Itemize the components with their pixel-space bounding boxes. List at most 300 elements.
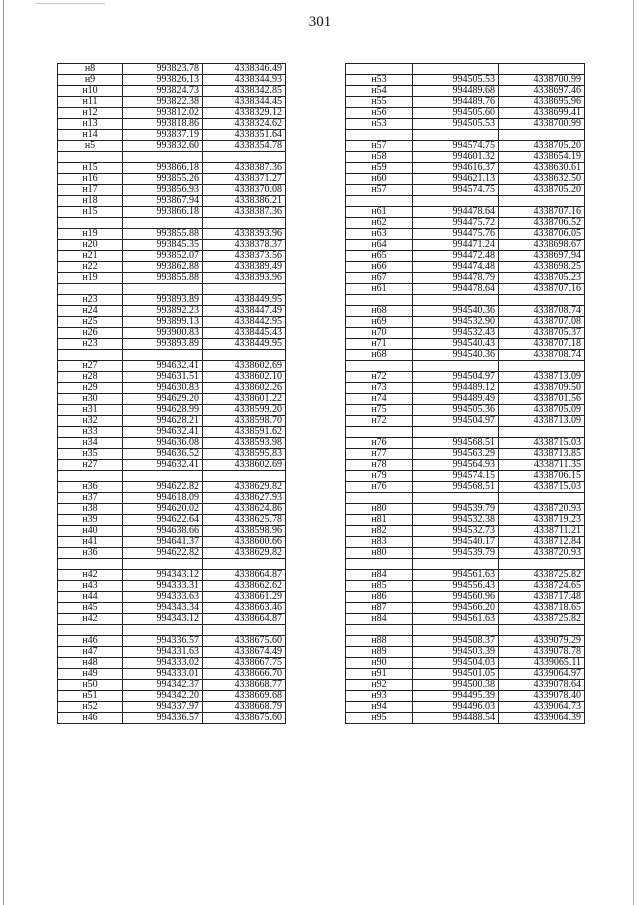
table-row bbox=[58, 64, 286, 75]
point-name-cell: н80 bbox=[346, 548, 413, 559]
table-row bbox=[346, 570, 585, 581]
y-coordinate-cell: 4338346.49 bbox=[203, 64, 286, 75]
table-row bbox=[346, 97, 585, 108]
table-row bbox=[346, 647, 585, 658]
y-coordinate-cell: 4338695.96 bbox=[499, 97, 585, 108]
point-name-cell: н33 bbox=[58, 427, 123, 438]
x-coordinate-cell: 994636.08 bbox=[123, 438, 203, 449]
point-name-cell bbox=[346, 493, 413, 504]
y-coordinate-cell: 4338591.62 bbox=[203, 427, 286, 438]
table-row bbox=[346, 328, 585, 339]
point-name-cell bbox=[58, 471, 123, 482]
point-name-cell: н24 bbox=[58, 306, 123, 317]
point-name-cell: н60 bbox=[346, 174, 413, 185]
point-name-cell: н92 bbox=[346, 680, 413, 691]
point-name-cell: н65 bbox=[346, 251, 413, 262]
x-coordinate-cell: 994333.63 bbox=[123, 592, 203, 603]
y-coordinate-cell: 4339078.78 bbox=[499, 647, 585, 658]
x-coordinate-cell: 994337.97 bbox=[123, 702, 203, 713]
x-coordinate-cell: 994540.43 bbox=[413, 339, 499, 350]
table-row bbox=[346, 317, 585, 328]
y-coordinate-cell: 4338705.37 bbox=[499, 328, 585, 339]
x-coordinate-cell: 994343.12 bbox=[123, 614, 203, 625]
table-row bbox=[58, 119, 286, 130]
y-coordinate-cell: 4338593.98 bbox=[203, 438, 286, 449]
left-table-body bbox=[58, 64, 286, 724]
point-name-cell bbox=[346, 130, 413, 141]
point-name-cell bbox=[346, 64, 413, 75]
table-row bbox=[58, 108, 286, 119]
separator-row bbox=[346, 559, 585, 570]
y-coordinate-cell: 4338324.62 bbox=[203, 119, 286, 130]
y-coordinate-cell: 4338708.74 bbox=[499, 350, 585, 361]
point-name-cell: н94 bbox=[346, 702, 413, 713]
table-row bbox=[346, 273, 585, 284]
separator-row bbox=[58, 152, 286, 163]
point-name-cell: н78 bbox=[346, 460, 413, 471]
point-name-cell: н53 bbox=[346, 119, 413, 130]
x-coordinate-cell: 994560.96 bbox=[413, 592, 499, 603]
point-name-cell: н9 bbox=[58, 75, 123, 86]
point-name-cell: н59 bbox=[346, 163, 413, 174]
table-row bbox=[58, 372, 286, 383]
point-name-cell: н23 bbox=[58, 295, 123, 306]
y-coordinate-cell: 4338712.84 bbox=[499, 537, 585, 548]
separator-row bbox=[346, 130, 585, 141]
x-coordinate-cell: 994568.51 bbox=[413, 482, 499, 493]
point-name-cell: н84 bbox=[346, 614, 413, 625]
y-coordinate-cell: 4338707.18 bbox=[499, 339, 585, 350]
table-row bbox=[58, 449, 286, 460]
y-coordinate-cell: 4338664.87 bbox=[203, 614, 286, 625]
x-coordinate-cell: 994343.12 bbox=[123, 570, 203, 581]
table-row bbox=[58, 581, 286, 592]
point-name-cell: н76 bbox=[346, 482, 413, 493]
x-coordinate-cell: 994505.36 bbox=[413, 405, 499, 416]
y-coordinate-cell: 4338675.60 bbox=[203, 713, 286, 724]
point-name-cell: н32 bbox=[58, 416, 123, 427]
separator-row bbox=[346, 493, 585, 504]
x-coordinate-cell: 994495.39 bbox=[413, 691, 499, 702]
y-coordinate-cell: 4338668.77 bbox=[203, 680, 286, 691]
point-name-cell: н62 bbox=[346, 218, 413, 229]
table-row bbox=[346, 174, 585, 185]
y-coordinate-cell: 4338662.62 bbox=[203, 581, 286, 592]
table-row bbox=[346, 438, 585, 449]
point-name-cell: н31 bbox=[58, 405, 123, 416]
separator-row bbox=[346, 625, 585, 636]
point-name-cell: н21 bbox=[58, 251, 123, 262]
y-coordinate-cell: 4339078.40 bbox=[499, 691, 585, 702]
x-coordinate-cell bbox=[123, 284, 203, 295]
point-name-cell: н87 bbox=[346, 603, 413, 614]
point-name-cell: н43 bbox=[58, 581, 123, 592]
table-row bbox=[58, 130, 286, 141]
x-coordinate-cell bbox=[123, 625, 203, 636]
y-coordinate-cell: 4338371.27 bbox=[203, 174, 286, 185]
point-name-cell bbox=[346, 427, 413, 438]
table-row bbox=[346, 449, 585, 460]
point-name-cell: н45 bbox=[58, 603, 123, 614]
separator-row bbox=[346, 196, 585, 207]
x-coordinate-cell: 994632.41 bbox=[123, 427, 203, 438]
point-name-cell: н13 bbox=[58, 119, 123, 130]
x-coordinate-cell: 994501.05 bbox=[413, 669, 499, 680]
table-row bbox=[58, 394, 286, 405]
y-coordinate-cell bbox=[499, 493, 585, 504]
y-coordinate-cell bbox=[499, 625, 585, 636]
table-row bbox=[346, 581, 585, 592]
x-coordinate-cell: 994566.20 bbox=[413, 603, 499, 614]
y-coordinate-cell bbox=[499, 427, 585, 438]
table-row bbox=[58, 603, 286, 614]
point-name-cell: н40 bbox=[58, 526, 123, 537]
y-coordinate-cell: 4338378.37 bbox=[203, 240, 286, 251]
x-coordinate-cell: 993837.19 bbox=[123, 130, 203, 141]
y-coordinate-cell: 4338629.82 bbox=[203, 548, 286, 559]
x-coordinate-cell: 994601.32 bbox=[413, 152, 499, 163]
x-coordinate-cell: 994532.38 bbox=[413, 515, 499, 526]
y-coordinate-cell: 4338706.15 bbox=[499, 471, 585, 482]
table-row bbox=[58, 163, 286, 174]
table-row bbox=[346, 240, 585, 251]
table-row bbox=[346, 504, 585, 515]
x-coordinate-cell: 994539.79 bbox=[413, 504, 499, 515]
y-coordinate-cell: 4338445.43 bbox=[203, 328, 286, 339]
y-coordinate-cell: 4338713.09 bbox=[499, 416, 585, 427]
y-coordinate-cell: 4338707.08 bbox=[499, 317, 585, 328]
y-coordinate-cell: 4338720.93 bbox=[499, 548, 585, 559]
y-coordinate-cell: 4338602.69 bbox=[203, 460, 286, 471]
point-name-cell: н16 bbox=[58, 174, 123, 185]
table-row bbox=[58, 317, 286, 328]
point-name-cell bbox=[346, 295, 413, 306]
x-coordinate-cell: 994331.63 bbox=[123, 647, 203, 658]
x-coordinate-cell: 994472.48 bbox=[413, 251, 499, 262]
table-row bbox=[346, 218, 585, 229]
point-name-cell: н83 bbox=[346, 537, 413, 548]
y-coordinate-cell: 4338717.48 bbox=[499, 592, 585, 603]
x-coordinate-cell: 994568.51 bbox=[413, 438, 499, 449]
y-coordinate-cell: 4338663.46 bbox=[203, 603, 286, 614]
x-coordinate-cell bbox=[413, 625, 499, 636]
right-table-body bbox=[346, 64, 585, 724]
x-coordinate-cell: 994632.41 bbox=[123, 460, 203, 471]
separator-row bbox=[346, 295, 585, 306]
table-row bbox=[58, 515, 286, 526]
point-name-cell: н72 bbox=[346, 372, 413, 383]
point-name-cell: н77 bbox=[346, 449, 413, 460]
y-coordinate-cell bbox=[203, 350, 286, 361]
table-row bbox=[58, 229, 286, 240]
point-name-cell: н68 bbox=[346, 350, 413, 361]
y-coordinate-cell: 4338720.93 bbox=[499, 504, 585, 515]
point-name-cell: н19 bbox=[58, 273, 123, 284]
y-coordinate-cell: 4338715.03 bbox=[499, 482, 585, 493]
y-coordinate-cell: 4338625.78 bbox=[203, 515, 286, 526]
x-coordinate-cell: 994561.63 bbox=[413, 614, 499, 625]
x-coordinate-cell: 994474.48 bbox=[413, 262, 499, 273]
y-coordinate-cell: 4339065.11 bbox=[499, 658, 585, 669]
y-coordinate-cell: 4338601.22 bbox=[203, 394, 286, 405]
point-name-cell bbox=[346, 196, 413, 207]
point-name-cell: н88 bbox=[346, 636, 413, 647]
x-coordinate-cell: 993852.07 bbox=[123, 251, 203, 262]
y-coordinate-cell: 4338387.36 bbox=[203, 163, 286, 174]
point-name-cell: н71 bbox=[346, 339, 413, 350]
point-name-cell: н82 bbox=[346, 526, 413, 537]
x-coordinate-cell: 993893.89 bbox=[123, 339, 203, 350]
x-coordinate-cell: 994621.13 bbox=[413, 174, 499, 185]
table-row bbox=[58, 427, 286, 438]
y-coordinate-cell: 4338344.45 bbox=[203, 97, 286, 108]
table-row bbox=[346, 691, 585, 702]
y-coordinate-cell: 4338442.95 bbox=[203, 317, 286, 328]
point-name-cell: н53 bbox=[346, 75, 413, 86]
point-name-cell: н57 bbox=[346, 185, 413, 196]
point-name-cell: н42 bbox=[58, 614, 123, 625]
point-name-cell: н68 bbox=[346, 306, 413, 317]
x-coordinate-cell: 994564.93 bbox=[413, 460, 499, 471]
y-coordinate-cell bbox=[499, 130, 585, 141]
x-coordinate-cell: 993855.88 bbox=[123, 229, 203, 240]
y-coordinate-cell: 4338668.79 bbox=[203, 702, 286, 713]
point-name-cell: н27 bbox=[58, 460, 123, 471]
table-row bbox=[58, 306, 286, 317]
x-coordinate-cell bbox=[413, 559, 499, 570]
y-coordinate-cell: 4338344.93 bbox=[203, 75, 286, 86]
table-row bbox=[58, 174, 286, 185]
y-coordinate-cell bbox=[499, 196, 585, 207]
y-coordinate-cell: 4338386.21 bbox=[203, 196, 286, 207]
table-row bbox=[58, 295, 286, 306]
point-name-cell: н79 bbox=[346, 471, 413, 482]
x-coordinate-cell: 994504.03 bbox=[413, 658, 499, 669]
x-coordinate-cell: 994505.53 bbox=[413, 119, 499, 130]
x-coordinate-cell: 993855.26 bbox=[123, 174, 203, 185]
y-coordinate-cell: 4338373.56 bbox=[203, 251, 286, 262]
table-row bbox=[58, 614, 286, 625]
x-coordinate-cell: 994632.41 bbox=[123, 361, 203, 372]
point-name-cell bbox=[58, 625, 123, 636]
x-coordinate-cell bbox=[413, 427, 499, 438]
y-coordinate-cell: 4338447.49 bbox=[203, 306, 286, 317]
table-row bbox=[58, 636, 286, 647]
x-coordinate-cell: 993824.73 bbox=[123, 86, 203, 97]
table-row bbox=[346, 108, 585, 119]
separator-row bbox=[58, 625, 286, 636]
table-row bbox=[58, 185, 286, 196]
y-coordinate-cell: 4338699.41 bbox=[499, 108, 585, 119]
x-coordinate-cell: 993826.13 bbox=[123, 75, 203, 86]
y-coordinate-cell: 4338700.99 bbox=[499, 119, 585, 130]
table-row bbox=[58, 251, 286, 262]
y-coordinate-cell: 4339064.39 bbox=[499, 713, 585, 724]
point-name-cell bbox=[58, 152, 123, 163]
x-coordinate-cell: 994616.37 bbox=[413, 163, 499, 174]
table-row bbox=[58, 570, 286, 581]
x-coordinate-cell: 994475.72 bbox=[413, 218, 499, 229]
x-coordinate-cell: 994475.76 bbox=[413, 229, 499, 240]
point-name-cell: н18 bbox=[58, 196, 123, 207]
table-row bbox=[58, 196, 286, 207]
table-row bbox=[58, 262, 286, 273]
table-row bbox=[346, 152, 585, 163]
y-coordinate-cell: 4338666.70 bbox=[203, 669, 286, 680]
point-name-cell: н72 bbox=[346, 416, 413, 427]
x-coordinate-cell bbox=[413, 361, 499, 372]
y-coordinate-cell: 4338393.96 bbox=[203, 229, 286, 240]
x-coordinate-cell: 994540.17 bbox=[413, 537, 499, 548]
y-coordinate-cell bbox=[499, 64, 585, 75]
left-coordinates-table bbox=[57, 63, 286, 724]
separator-row bbox=[58, 284, 286, 295]
x-coordinate-cell: 994622.82 bbox=[123, 482, 203, 493]
x-coordinate-cell: 993866.18 bbox=[123, 207, 203, 218]
y-coordinate-cell: 4338719.23 bbox=[499, 515, 585, 526]
y-coordinate-cell: 4338701.56 bbox=[499, 394, 585, 405]
table-row bbox=[346, 680, 585, 691]
point-name-cell: н67 bbox=[346, 273, 413, 284]
point-name-cell: н81 bbox=[346, 515, 413, 526]
y-coordinate-cell: 4338705.09 bbox=[499, 405, 585, 416]
x-coordinate-cell: 993855.88 bbox=[123, 273, 203, 284]
point-name-cell: н46 bbox=[58, 636, 123, 647]
scan-edge-right bbox=[633, 0, 634, 905]
separator-row bbox=[58, 471, 286, 482]
table-row bbox=[58, 493, 286, 504]
separator-row bbox=[58, 350, 286, 361]
x-coordinate-cell: 994561.63 bbox=[413, 570, 499, 581]
point-name-cell: н70 bbox=[346, 328, 413, 339]
x-coordinate-cell: 993812.02 bbox=[123, 108, 203, 119]
point-name-cell bbox=[346, 559, 413, 570]
y-coordinate-cell: 4338661.29 bbox=[203, 592, 286, 603]
table-row bbox=[58, 207, 286, 218]
y-coordinate-cell: 4338698.67 bbox=[499, 240, 585, 251]
table-row bbox=[346, 669, 585, 680]
x-coordinate-cell bbox=[123, 218, 203, 229]
point-name-cell: н29 bbox=[58, 383, 123, 394]
table-row bbox=[58, 97, 286, 108]
x-coordinate-cell: 994336.57 bbox=[123, 636, 203, 647]
y-coordinate-cell: 4338329.12 bbox=[203, 108, 286, 119]
y-coordinate-cell: 4338351.64 bbox=[203, 130, 286, 141]
x-coordinate-cell: 994540.36 bbox=[413, 306, 499, 317]
table-row bbox=[346, 592, 585, 603]
y-coordinate-cell: 4338706.52 bbox=[499, 218, 585, 229]
x-coordinate-cell: 994532.73 bbox=[413, 526, 499, 537]
y-coordinate-cell bbox=[203, 284, 286, 295]
point-name-cell: н89 bbox=[346, 647, 413, 658]
table-row bbox=[58, 647, 286, 658]
table-row bbox=[346, 702, 585, 713]
y-coordinate-cell: 4338667.75 bbox=[203, 658, 286, 669]
point-name-cell: н49 bbox=[58, 669, 123, 680]
point-name-cell: н50 bbox=[58, 680, 123, 691]
x-coordinate-cell: 994618.09 bbox=[123, 493, 203, 504]
x-coordinate-cell: 993866.18 bbox=[123, 163, 203, 174]
table-row bbox=[58, 240, 286, 251]
x-coordinate-cell: 993892.23 bbox=[123, 306, 203, 317]
y-coordinate-cell: 4338598.96 bbox=[203, 526, 286, 537]
table-row bbox=[346, 515, 585, 526]
table-row bbox=[346, 713, 585, 724]
y-coordinate-cell bbox=[203, 152, 286, 163]
point-name-cell bbox=[58, 350, 123, 361]
point-name-cell bbox=[346, 361, 413, 372]
y-coordinate-cell: 4338393.96 bbox=[203, 273, 286, 284]
y-coordinate-cell: 4338707.16 bbox=[499, 207, 585, 218]
point-name-cell: н15 bbox=[58, 207, 123, 218]
x-coordinate-cell: 994488.54 bbox=[413, 713, 499, 724]
y-coordinate-cell: 4338706.05 bbox=[499, 229, 585, 240]
point-name-cell: н11 bbox=[58, 97, 123, 108]
point-name-cell: н66 bbox=[346, 262, 413, 273]
y-coordinate-cell: 4338705.23 bbox=[499, 273, 585, 284]
y-coordinate-cell bbox=[203, 471, 286, 482]
x-coordinate-cell: 994500.38 bbox=[413, 680, 499, 691]
x-coordinate-cell: 993823.78 bbox=[123, 64, 203, 75]
table-row bbox=[346, 614, 585, 625]
table-row bbox=[346, 658, 585, 669]
table-row bbox=[346, 339, 585, 350]
point-name-cell: н91 bbox=[346, 669, 413, 680]
y-coordinate-cell: 4338629.82 bbox=[203, 482, 286, 493]
table-row bbox=[346, 262, 585, 273]
x-coordinate-cell: 994333.02 bbox=[123, 658, 203, 669]
x-coordinate-cell: 993832.60 bbox=[123, 141, 203, 152]
table-row bbox=[346, 394, 585, 405]
x-coordinate-cell: 993818.86 bbox=[123, 119, 203, 130]
point-name-cell: н8 bbox=[58, 64, 123, 75]
x-coordinate-cell: 994489.68 bbox=[413, 86, 499, 97]
point-name-cell: н26 bbox=[58, 328, 123, 339]
table-row bbox=[58, 361, 286, 372]
x-coordinate-cell bbox=[413, 64, 499, 75]
table-row bbox=[346, 163, 585, 174]
point-name-cell: н84 bbox=[346, 570, 413, 581]
x-coordinate-cell: 994628.99 bbox=[123, 405, 203, 416]
y-coordinate-cell: 4338600.66 bbox=[203, 537, 286, 548]
table-row bbox=[58, 141, 286, 152]
table-row bbox=[346, 548, 585, 559]
point-name-cell: н34 bbox=[58, 438, 123, 449]
x-coordinate-cell: 994504.97 bbox=[413, 372, 499, 383]
point-name-cell: н61 bbox=[346, 284, 413, 295]
y-coordinate-cell: 4338598.70 bbox=[203, 416, 286, 427]
table-row bbox=[346, 185, 585, 196]
table-row bbox=[58, 537, 286, 548]
y-coordinate-cell: 4338697.46 bbox=[499, 86, 585, 97]
table-row bbox=[58, 526, 286, 537]
table-row bbox=[346, 207, 585, 218]
point-name-cell: н75 bbox=[346, 405, 413, 416]
y-coordinate-cell bbox=[499, 559, 585, 570]
point-name-cell: н86 bbox=[346, 592, 413, 603]
separator-row bbox=[58, 218, 286, 229]
x-coordinate-cell: 993845.35 bbox=[123, 240, 203, 251]
table-row bbox=[346, 350, 585, 361]
table-row bbox=[58, 273, 286, 284]
table-row bbox=[58, 416, 286, 427]
point-name-cell bbox=[346, 625, 413, 636]
y-coordinate-cell: 4338449.95 bbox=[203, 295, 286, 306]
point-name-cell: н30 bbox=[58, 394, 123, 405]
point-name-cell: н73 bbox=[346, 383, 413, 394]
y-coordinate-cell: 4338389.49 bbox=[203, 262, 286, 273]
point-name-cell: н51 bbox=[58, 691, 123, 702]
